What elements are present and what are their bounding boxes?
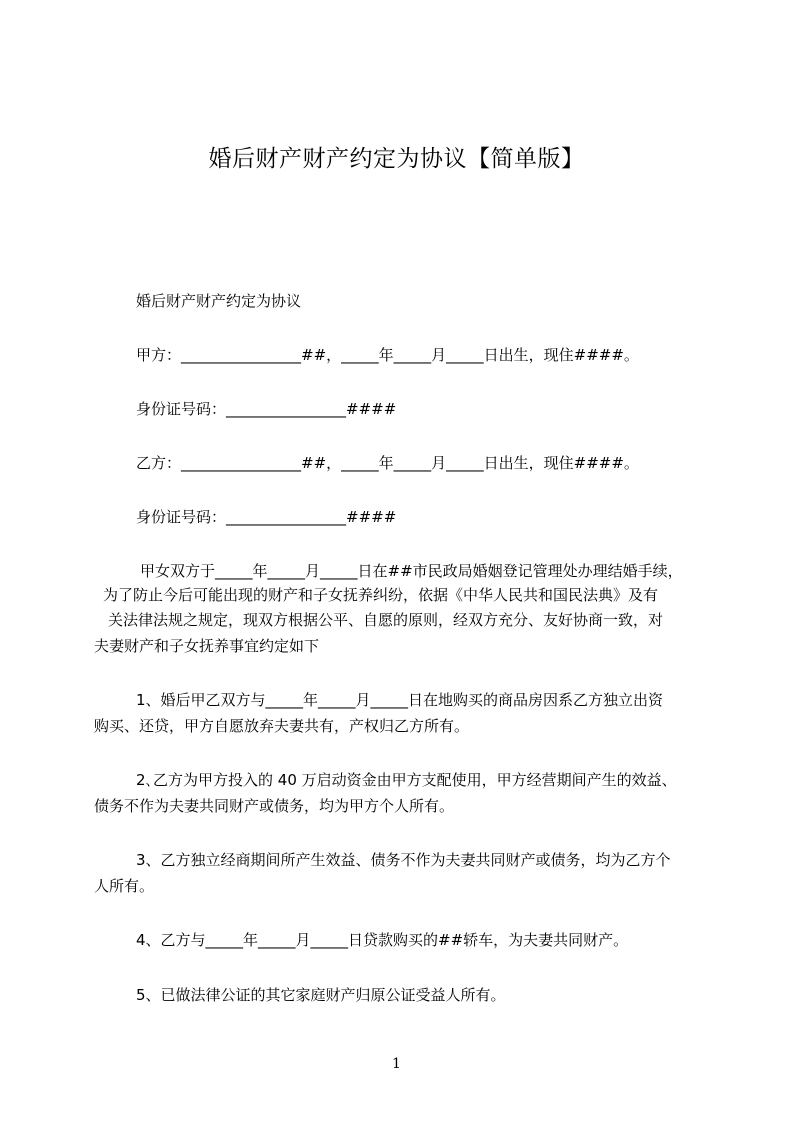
clause-5-line: 5、已做法律公证的其它家庭财产归原公证受益人所有。 [136, 986, 506, 1004]
clause-3-line: 人所有。 [94, 877, 155, 895]
clause-4-line: 4、乙方与_____年_____月_____日贷款购买的##轿车，为夫妻共同财产。 [136, 931, 629, 949]
party-b-line: 乙方：________________##，_____年_____月_____日出生，现住####。 [136, 454, 639, 472]
clause-1-line: 1、婚后甲乙双方与_____年_____月_____日在地购买的商品房因系乙方独立出资 [136, 691, 664, 709]
preamble-line: 关法律法规之规定，现双方根据公平、自愿的原则，经双方充分、友好协商一致，对 [108, 611, 664, 629]
agreement-subtitle: 婚后财产财产约定为协议 [136, 292, 302, 310]
party-a-line: 甲方：________________##，_____年_____月_____日出生，现住####。 [136, 346, 639, 364]
clause-2-line: 2､乙方为甲方投入的 40 万启动资金由甲方支配使用，甲方经营期间产生的效益、 [136, 771, 677, 789]
preamble-line: 夫妻财产和子女抚养事宜约定如下 [94, 637, 320, 655]
party-a-id-line: 身份证号码：________________#### [136, 400, 397, 418]
preamble-line: 为了防止今后可能出现的财产和子女抚养纠纷，依据《中华人民共和国民法典》及有 [103, 586, 659, 604]
preamble-line: 甲女双方于_____年_____月_____日在##市民政局婚姻登记管理处办理结婚手续， [140, 562, 683, 580]
clause-3-line: 3、乙方独立经商期间所产生效益、债务不作为夫妻共同财产或债务，均为乙方个 [136, 851, 671, 869]
document-title: 婚后财产财产约定为协议【简单版】 [208, 146, 585, 172]
party-b-id-line: 身份证号码：________________#### [136, 508, 397, 526]
clause-2-line: 债务不作为夫妻共同财产或债务，均为甲方个人所有。 [94, 797, 455, 815]
clause-1-line: 购买、还贷，甲方自愿放弃夫妻共有，产权归乙方所有。 [94, 717, 470, 735]
page-number: 1 [392, 1056, 401, 1072]
